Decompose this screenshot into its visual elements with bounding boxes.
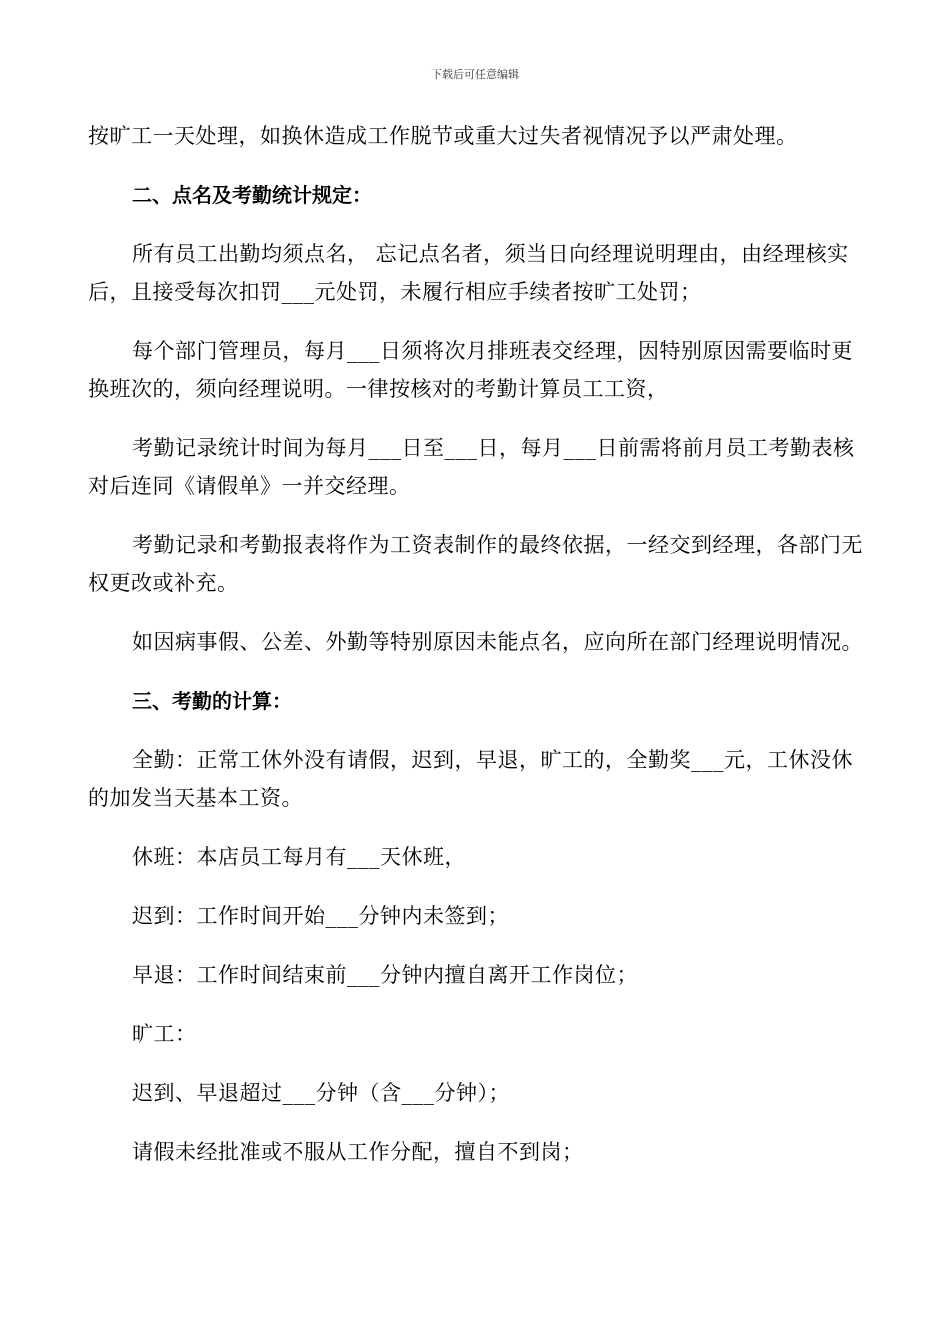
document-body — [88, 117, 868, 1192]
paragraph-schedule: 每个部门管理员，每月___日须将次月排班表交经理，因特别原因需要临时更换班次的，须向经理说明。一律按核对的考勤计算员工工资， — [88, 339, 853, 401]
paragraph-rest-days: 休班：本店员工每月有___天休班， — [132, 845, 466, 869]
paragraph-early-leave: 早退：工作时间结束前___分钟内擅自离开工作岗位； — [132, 963, 638, 987]
paragraph-report-basis: 考勤记录和考勤报表将作为工资表制作的最终依据，一经交到经理，各部门无权更改或补充。 — [88, 533, 863, 595]
section-heading-2: 二、点名及考勤统计规定： — [132, 183, 372, 207]
header-note: 下载后可任意编辑 — [431, 68, 519, 81]
section-heading-3: 三、考勤的计算： — [132, 689, 292, 713]
paragraph-special-reason: 如因病事假、公差、外勤等特别原因未能点名，应向所在部门经理说明情况。 — [132, 630, 863, 654]
paragraph-roll-call: 所有员工出勤均须点名， 忘记点名者，须当日向经理说明理由，由经理核实后，且接受每次扣罚___元处罚，未履行相应手续者按旷工处罚； — [88, 242, 849, 304]
paragraph-late: 迟到：工作时间开始___分钟内未签到； — [132, 904, 509, 928]
paragraph-stat-period: 考勤记录统计时间为每月___日至___日，每月___日前需将前月员工考勤表核对后连同《请假单》一并交经理。 — [88, 436, 855, 498]
paragraph-full-attendance: 全勤：正常工休外没有请假，迟到，早退，旷工的，全勤奖___元，工休没休的加发当天基本工资。 — [88, 748, 853, 810]
paragraph-continued: 按旷工一天处理，如换休造成工作脱节或重大过失者视情况予以严肃处理。 — [88, 124, 798, 148]
paragraph-absence: 旷工： — [132, 1022, 197, 1046]
paragraph-absence-unapproved: 请假未经批准或不服从工作分配，擅自不到岗； — [132, 1140, 584, 1164]
paragraph-absence-late: 迟到、早退超过___分钟（含___分钟）； — [132, 1081, 510, 1105]
